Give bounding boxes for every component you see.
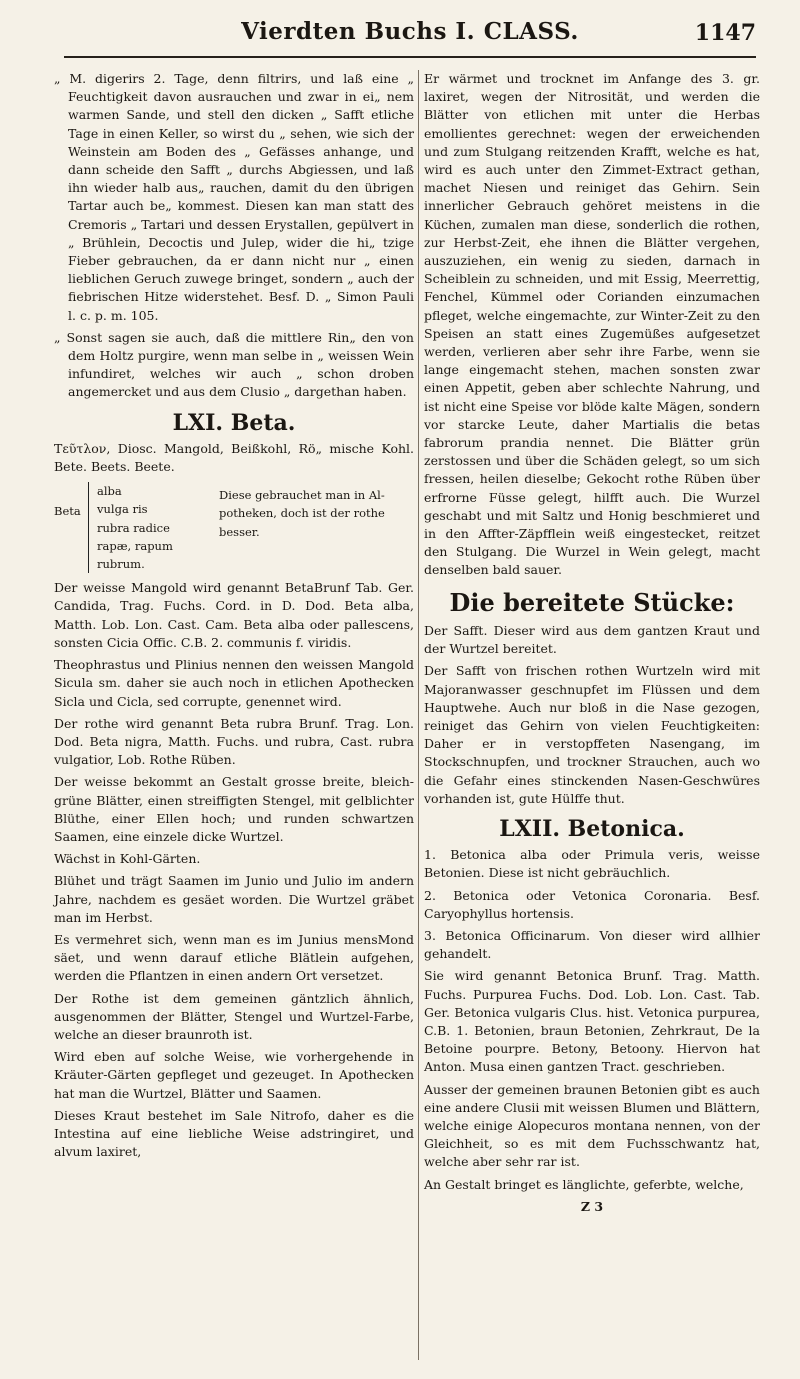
body-paragraph: Wächst in Kohl-Gärten. — [54, 851, 201, 867]
quoted-paragraph: „ M. digerirs 2. Tage, denn filtrirs, und laß eine „ Feuchtigkeit davon ausrauchen und zwar in ei„ nem warmen Sande, und stell den dicken „ Safft etliche Tage in einen Keller, so wirst du „ sehen, wie sich der Weinstein am Boden des „ Gefässes anhange, und dann scheide den Safft „ durchs Abgiessen, und laß ihn wieder halb aus„ rauchen, damit du den übrigen Tartar auch be„ kommest. Diesen kan man statt des Cremoris „ Tartari und dessen Erystallen, gepülvert in „ Brühlein, Decoctis und Julep, wider die hi„ tzige Fieber gebrauchen, da er dann nicht nur „ einen lieblichen Geruch zuwege bringet, sondern „ auch der fiebrischen Hitze widerstehet. Besf. D. „ Simon Pauli l. c. p. m. 105. — [54, 71, 414, 323]
running-header — [64, 10, 756, 58]
bracket-varieties — [88, 482, 207, 573]
catchword-signature: Z 3 — [580, 1198, 604, 1214]
variety-rubra: rubra radice — [97, 520, 170, 535]
body-paragraph: Der rothe wird genannt Beta rubra Brunf. Trag. Lon. Dod. Beta nigra, Matth. Fuchs. und rubra, Cast. rubra vulgatior, Lob. Rothe Rüben. — [54, 715, 414, 768]
variety-rapa: rapæ, rapum rubrum. — [97, 538, 173, 572]
section-heading: LXI. Beta. — [172, 409, 296, 436]
page-number: 1147 — [694, 20, 756, 46]
body-paragraph: Wird eben auf solche Weise, wie vorhergehende in Kräuter-Gärten gepfleget und gezeuget. In Apothecken hat man die Wurtzel, Blätter und Saamen. — [54, 1049, 414, 1101]
bracket-label: Beta — [54, 504, 81, 519]
body-paragraph: Der weisse Mangold wird genannt BetaBrunf Tab. Ger. Candida, Trag. Fuchs. Cord. in D. Dod. Beta alba, Matth. Lob. Lon. Cast. Cam. Beta alba oder pallescens, sonsten Cicia Offic. C.B. 2. communis f. viridis. — [54, 580, 414, 650]
body-paragraph: Er wärmet und trocknet im Anfange des 3. gr. laxiret, wegen der Nitrosität, und werden die Blätter von etlichen mit unter die Herbas emollientes gerechnet: wegen der erweichenden und zum Stulgang reitzenden Krafft, welche es hat, wird es auch unter den Zimmet-Extract gethan, machet Niesen und reiniget das Gehirn. Sein innerlicher Gebrauch gehöret meistens in die Küchen, zumalen man diese, sonderlich die rothen, zur Herbst-Zeit, ehe ihnen die Blätter vergehen, auszuziehen, ein wenig zu sieden, darnach in Scheiblein zu schneiden, und mit Essig, Meerrettig, Fenchel, Kümmel oder Corianden einzumachen pfleget, welche eingemachte, zur Winter-Zeit zu den Speisen an statt eines Zugemüßes aufgesetzet werden, verlieren aber sehr ihre Farbe, wenn sie lange eingemacht stehen, machen sonsten zwar einen Appetit, geben aber schlechte Nahrung, und ist nicht eine Speise vor blöde kalte Mägen, sondern vor starcke Leute, daher Martialis die betas fabrorum prandia nennet. Die Blätter grün zerstossen und über die Schäden gelegt, so um sich fressen, heilen dieselbe; Gekocht rothe Rüben über erfrorne Füsse gelegt, hilfft auch. Die Wurzel geschabt und mit Saltz und Honig beschmieret und in den Affter-Zäpfflein weiß eingestecket, reitzet den Stulgang. Die Wurzel in Wein gelegt, macht denselben bald sauer. — [424, 71, 760, 578]
variety-alba: alba — [97, 484, 122, 499]
subsection-heading: Die bereitete Stücke: — [449, 587, 735, 617]
body-paragraph: Blühet und trägt Saamen im Junio und Julio im andern Jahre, nachdem es gesäet worden. Die Wurtzel gräbet man im Herbst. — [54, 873, 414, 925]
section-synonyms: Τεῦτλον, Diosc. Mangold, Beißkohl, Rö„ mische Kohl. Bete. Beets. Beete. — [54, 440, 414, 475]
bracket-desc-line: Diese gebrauchet man in Al- — [219, 488, 385, 503]
section-heading: LXII. Betonica. — [499, 815, 685, 842]
body-paragraph: Ausser der gemeinen braunen Betonien gibt es auch eine andere Clusii mit weissen Blumen und Blättern, welche einige Alopecuros montana nennen, von der Gleichheit, so es mit dem Fuchsschwantz hat, welche aber sehr rar ist. — [424, 1081, 760, 1170]
body-paragraph: Der weisse bekommt an Gestalt grosse breite, bleich-grüne Blätter, einen streiffigten Stengel, mit gelblichter Blüthe, einer Ellen hoch; und runden schwartzen Saamen, eine einzele dicke Wurtzel. — [54, 774, 414, 844]
body-paragraph: Der Safft von frischen rothen Wurtzeln wird mit Majoranwasser geschnupfet im Flüssen und dem Hauptwehe. Auch nur bloß in die Nase gezogen, reiniget das Gehirn von vielen Feuchtigkeiten: Daher er in verstopffeten Nasengang, im Stockschnupfen, und trockner Strauchen, auch wo die Gefahr eines stinckenden Nasen-Geschwüres vorhanden ist, gute Hülffe thut. — [424, 663, 760, 806]
right-column — [424, 70, 760, 1216]
left-column — [54, 70, 414, 1165]
body-paragraph: Der Safft. Dieser wird aus dem gantzen Kraut und der Wurtzel bereitet. — [424, 622, 760, 657]
body-paragraph: Sie wird genannt Betonica Brunf. Trag. Matth. Fuchs. Purpurea Fuchs. Dod. Lob. Lon. Cast. Tab. Ger. Betonica vulgaris Clus. hist. Vetonica purpurea, C.B. 1. Betonien, braun Betonien, Zehrkraut, De la Betoine pourpre. Betony, Betoony. Hiervon hat Anton. Musa einen gantzen Tract. geschrieben. — [424, 968, 760, 1075]
running-title: Vierdten Buchs I. CLASS. — [241, 18, 579, 45]
body-paragraph: Der Rothe ist dem gemeinen gäntzlich ähnlich, ausgenommen der Blätter, Stengel und Wurtzel-Farbe, welche an dieser braunroth ist. — [54, 990, 414, 1042]
variety-vulgaris: vulga ris — [97, 502, 148, 517]
bracket-desc-line: potheken, doch ist der rothe — [219, 506, 385, 521]
body-paragraph: 2. Betonica oder Vetonica Coronaria. Besf. Caryophyllus hortensis. — [424, 887, 760, 921]
body-paragraph: An Gestalt bringet es länglichte, geferbte, welche, — [424, 1176, 744, 1192]
bracket-description — [207, 482, 409, 541]
column-divider — [418, 70, 419, 1360]
body-paragraph: Theophrastus und Plinius nennen den weissen Mangold Sicula sm. daher sie auch noch in etlichen Apothecken Sicla und Cicla, sed corrupte, genennet wird. — [54, 657, 414, 709]
body-paragraph: 1. Betonica alba oder Primula veris, weisse Betonien. Diese ist nicht gebräuchlich. — [424, 847, 760, 881]
beta-variety-bracket — [54, 482, 414, 573]
bracket-desc-line: besser. — [219, 524, 260, 539]
quoted-paragraph: „ Sonst sagen sie auch, daß die mittlere Rin„ den von dem Holtz purgire, wenn man selbe in „ weissen Wein infundiret, welches wir auch „ schon droben angemercket und aus dem Clusio „ dargethan haben. — [54, 329, 414, 400]
body-paragraph: 3. Betonica Officinarum. Von dieser wird allhier gehandelt. — [424, 927, 760, 962]
body-paragraph: Es vermehret sich, wenn man es im Junius mensMond säet, und wenn darauf etliche Blätlein aufgehen, werden die Pflantzen in einen andern Ort versetzet. — [54, 931, 414, 984]
body-paragraph: Dieses Kraut bestehet im Sale Nitrofo, daher es die Intestina auf eine liebliche Weise adstringiret, und alvum laxiret, — [54, 1107, 414, 1160]
